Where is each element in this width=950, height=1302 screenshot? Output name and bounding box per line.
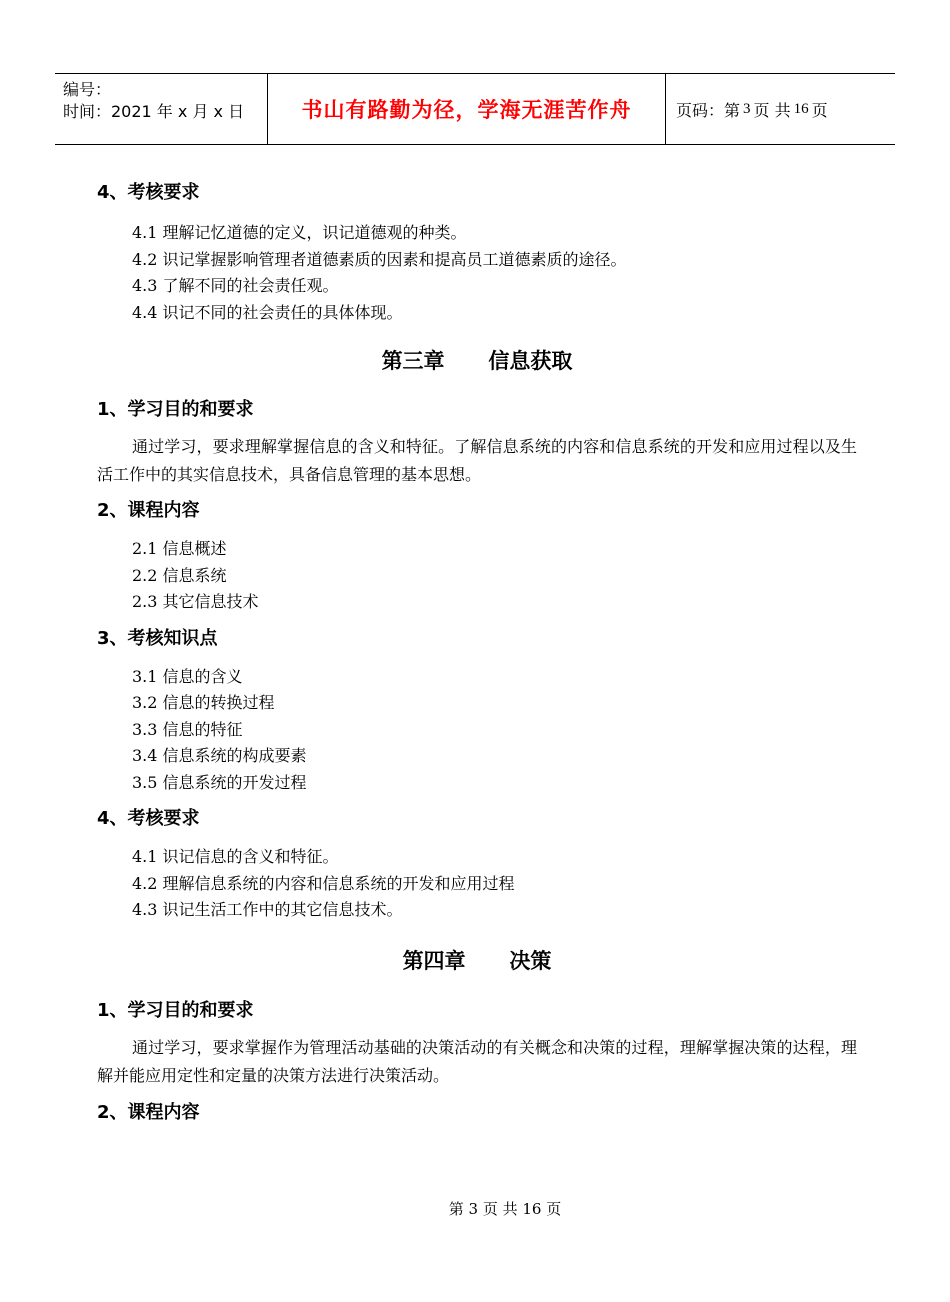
section-heading: 1、学习目的和要求	[97, 399, 254, 420]
serial-label: 编号：	[63, 80, 112, 99]
section-heading: 2、课程内容	[97, 1101, 200, 1123]
list-item: 2.3 其它信息技术	[132, 592, 259, 611]
list-item: 4.4 识记不同的社会责任的具体体现。	[132, 302, 403, 322]
list-item: 3.1 信息的含义	[132, 666, 243, 686]
paragraph: 通过学习，要求掌握作为管理活动基础的决策活动的有关概念和决策的过程，理解掌握决策的达程，理解并能应用定性和定量的决策方法进行决策活动。	[97, 1037, 857, 1085]
page-footer: 第 3 页 共 16 页	[448, 1200, 562, 1218]
header-page-number	[666, 74, 895, 144]
list-item: 4.3 识记生活工作中的其它信息技术。	[132, 900, 403, 919]
header-meta	[55, 74, 268, 144]
header-motto-cell	[268, 74, 666, 144]
section-heading: 4、考核要求	[97, 808, 200, 829]
section-heading: 2、课程内容	[97, 500, 200, 521]
page-current: 3	[743, 100, 751, 117]
document-body	[97, 180, 857, 1126]
list-item: 4.3 了解不同的社会责任观。	[132, 276, 339, 295]
list-item: 2.1 信息概述	[132, 539, 227, 558]
header-motto: 书山有路勤为径，学海无涯苦作舟	[301, 98, 632, 122]
knowledge-point-list	[97, 664, 857, 797]
list-item: 4.1 理解记忆道德的定义，识记道德观的种类。	[132, 223, 467, 242]
chapter-title: 第四章 决策	[402, 948, 552, 973]
list-item: 3.5 信息系统的开发过程	[132, 772, 307, 792]
page-label: 页码：第	[676, 100, 741, 120]
section-heading: 3、考核知识点	[97, 627, 218, 649]
section-heading: 1、学习目的和要求	[97, 999, 254, 1021]
page-mid: 页 共	[753, 100, 791, 120]
list-item: 4.2 识记掌握影响管理者道德素质的因素和提高员工道德素质的途径。	[132, 249, 627, 269]
paragraph: 通过学习，要求理解掌握信息的含义和特征。了解信息系统的内容和信息系统的开发和应用过程以及生活工作中的其实信息技术，具备信息管理的基本思想。	[97, 437, 857, 484]
page-header	[55, 73, 895, 145]
list-item: 4.1 识记信息的含义和特征。	[132, 847, 339, 866]
list-item: 4.2 理解信息系统的内容和信息系统的开发和应用过程	[132, 873, 515, 893]
page-end: 页	[811, 100, 828, 120]
list-item: 3.4 信息系统的构成要素	[132, 746, 307, 765]
requirement-list	[97, 220, 857, 326]
page-total: 16	[793, 100, 809, 117]
list-item: 3.3 信息的特征	[132, 719, 243, 739]
content-list	[97, 536, 857, 616]
list-item: 3.2 信息的转换过程	[132, 693, 275, 712]
list-item: 2.2 信息系统	[132, 565, 227, 585]
requirement-list	[97, 844, 857, 924]
chapter-title: 第三章 信息获取	[381, 349, 573, 373]
time-label: 时间：2021 年 x 月 x 日	[63, 102, 245, 121]
section-heading: 4、考核要求	[97, 182, 200, 203]
